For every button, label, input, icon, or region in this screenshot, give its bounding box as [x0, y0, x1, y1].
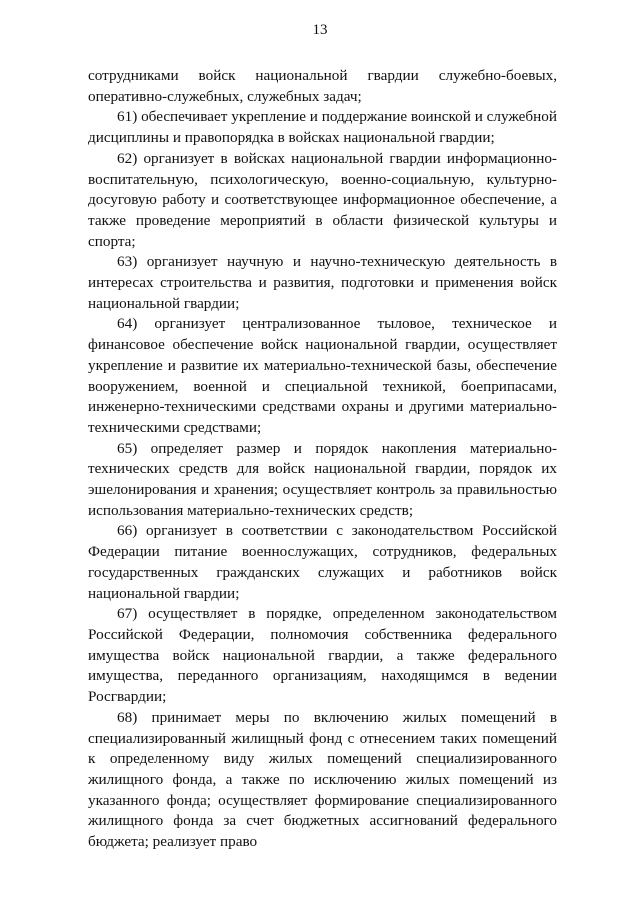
paragraph-item-68: 68) принимает меры по включению жилых помещений в специализированный жилищный фонд с отнесением таких помещений к определенному виду жилых помещений специализированного жилищного фонда, а также по исключению жилых помещений из указанного фонда; осуществляет формирование специализированного жилищного фонда за счет бюджетных ассигнований федерального бюджета; реализует право — [88, 708, 557, 851]
paragraph-item-61: 61) обеспечивает укрепление и поддержание воинской и служебной дисциплины и правопорядка в войсках национальной гвардии; — [88, 108, 557, 147]
paragraph-item-67: 67) осуществляет в порядке, определенном законодательством Российской Федерации, полномочия собственника федерального имущества войск национальной гвардии, а также федерального имущества, переданного организациям, находящимся в ведении Росгвардии; — [88, 605, 557, 706]
paragraph-item-64: 64) организует централизованное тыловое, техническое и финансовое обеспечение войск национальной гвардии, осуществляет укрепление и развитие их материально-технической базы, обеспечение вооружением, военной и специальной техникой, боеприпасами, инженерно-техническими средствами охраны и другими материально-техническими средствами; — [88, 315, 557, 436]
paragraph-item-63: 63) организует научную и научно-техническую деятельность в интересах строительства и развития, подготовки и применения войск национальной гвардии; — [88, 253, 557, 312]
document-body — [88, 66, 557, 853]
paragraph-continuation: сотрудниками войск национальной гвардии служебно-боевых, оперативно-служебных, служебных задач; — [88, 67, 557, 105]
paragraph-item-62: 62) организует в войсках национальной гвардии информационно-воспитательную, психологическую, военно-социальную, культурно-досуговую работу и соответствующее информационное обеспечение, а также проведение мероприятий в области физической культуры и спорта; — [88, 149, 557, 250]
paragraph-item-65: 65) определяет размер и порядок накопления материально-технических средств для войск национальной гвардии, порядок их эшелонирования и хранения; осуществляет контроль за правильностью использования материально-технических средств; — [88, 439, 557, 519]
page-number: 13 — [312, 22, 328, 38]
paragraph-item-66: 66) организует в соответствии с законодательством Российской Федерации питание военнослужащих, сотрудников, федеральных государственных гражданских служащих и работников войск национальной гвардии; — [88, 522, 557, 602]
